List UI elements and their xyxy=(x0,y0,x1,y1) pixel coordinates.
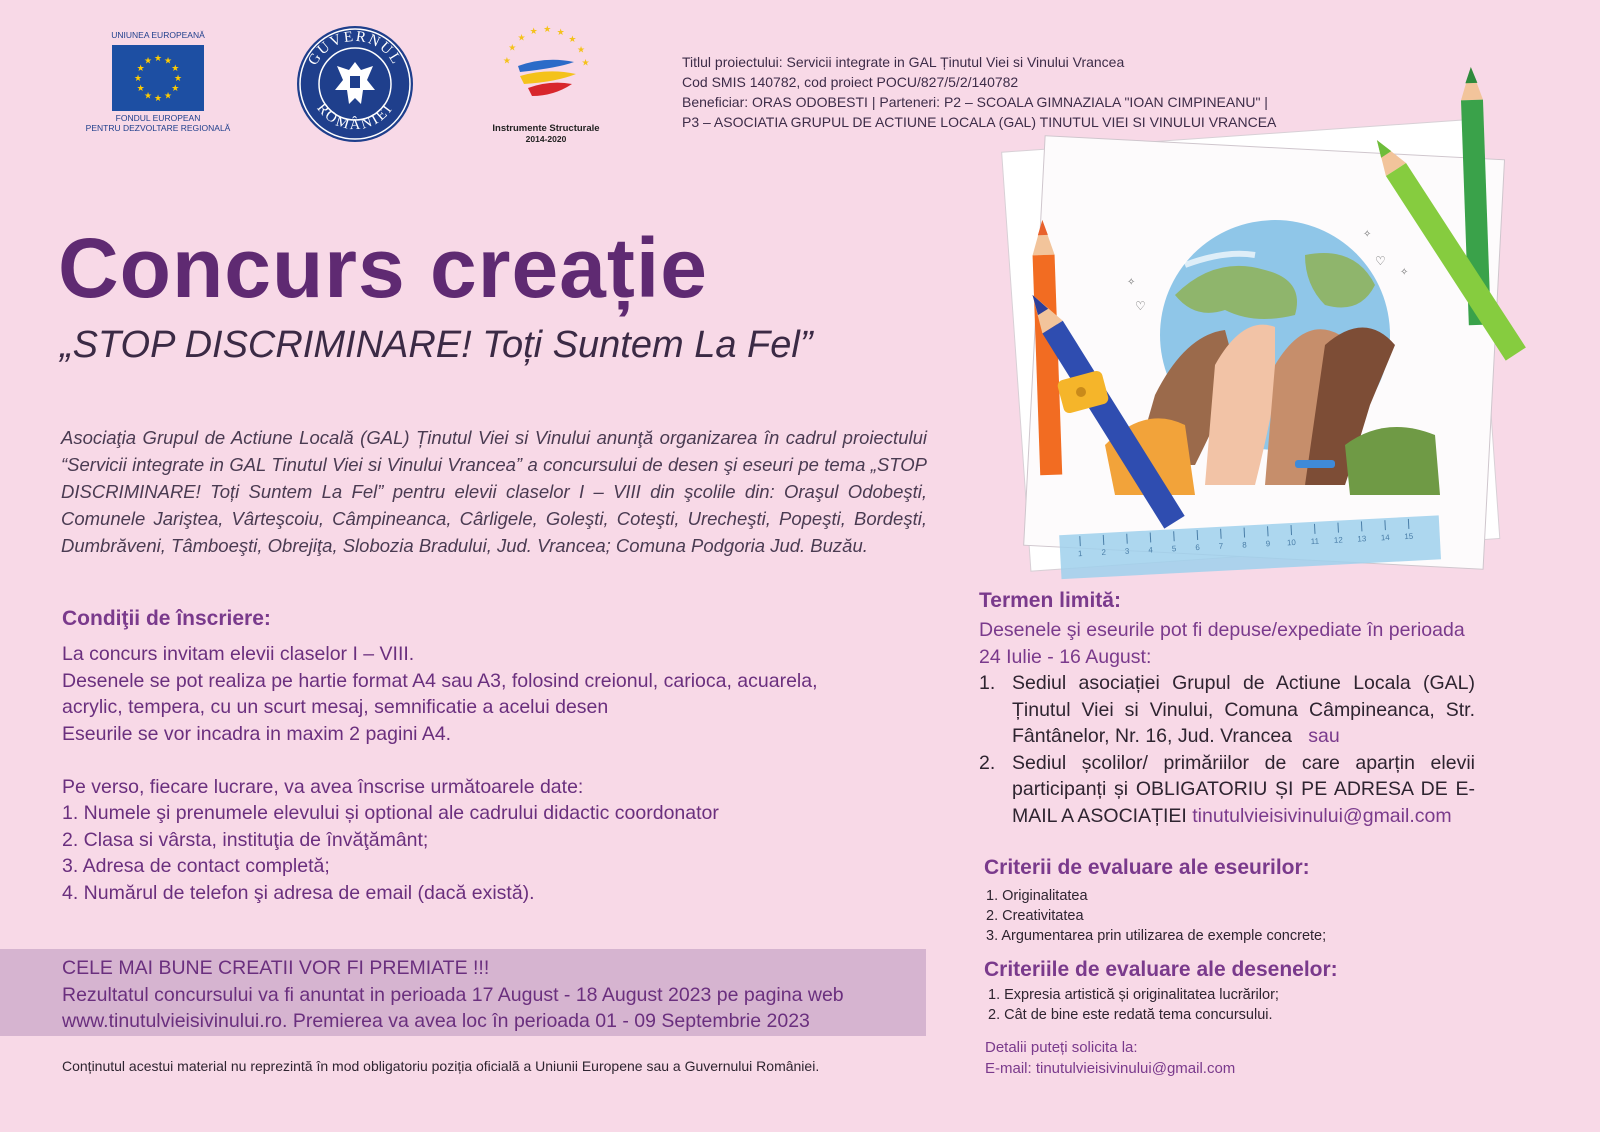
eu-star-icon: ★ xyxy=(143,90,153,101)
gov-seal-bottom-text: ROMÂNIEI xyxy=(313,100,397,134)
government-seal-icon xyxy=(295,24,415,144)
eu-fund-label-2: PENTRU DEZVOLTARE REGIONALĂ xyxy=(85,122,231,133)
contact-details-label: Detalii puteți solicita la: xyxy=(985,1039,1138,1056)
project-info-line: Beneficiar: ORAS ODOBESTI | Parteneri: P2 – SCOALA GIMNAZIALA "IOAN CIMPINEANU" | xyxy=(682,94,1268,110)
eu-star-icon: ★ xyxy=(171,82,180,93)
ruler-tick-label: 6 xyxy=(1195,542,1201,553)
conditions-line: Eseurile se vor incadra in maxim 2 pagini A4. xyxy=(62,722,452,745)
eu-star-icon: ★ xyxy=(136,82,145,93)
essay-criteria-item: 1. Originalitatea xyxy=(986,888,1088,904)
eu-star-icon: ★ xyxy=(143,55,153,66)
is-star-icon: ★ xyxy=(508,42,517,53)
conditions-line: Desenele se pot realiza pe hartie format A4 sau A3, folosind creionul, carioca, acuarela, xyxy=(62,669,818,692)
drawing-criteria-item: 1. Expresia artistică și originalitatea lucrărilor; xyxy=(988,987,1279,1003)
intro-paragraph: Asociaţia Grupul de Actiune Locală (GAL) Ținutul Viei si Vinului anunţă organizarea în cadrul proiectului “Servicii integrate in GAL Tinutul Viei si Vinului Vrancea” a concursului de desen şi eseuri pe tema „STOP DISCRIMINARE! Toți Suntem La Fel” pentru elevii claselor I – VIII din şcolile din: Oraşul Odobeşti, Comunele Jariştea, Vârteşcoiu, Câmpineanca, Cârligele, Goleşti, Coteşti, Urecheşti, Popeşti, Bordeşti, Dumbrăveni, Tâmboeşti, Obrejiţa, Slobozia Bradului, Jud. Vrancea; Comuna Podgoria Jud. Buzău. xyxy=(61,427,927,556)
prize-line: Rezultatul concursului va fi anuntat in perioada 17 August - 18 August 2023 pe pagina web xyxy=(62,983,844,1006)
structural-instruments-icon xyxy=(498,22,594,118)
page-title: Concurs creație xyxy=(58,221,708,315)
prize-line: CELE MAI BUNE CREATII VOR FI PREMIATE !!! xyxy=(62,957,490,979)
conditions-heading: Condiţii de înscriere: xyxy=(62,607,271,630)
ruler-tick-label: 13 xyxy=(1357,534,1367,544)
essay-criteria-list xyxy=(986,886,1326,946)
is-star-icon: ★ xyxy=(502,55,512,66)
bracelet-icon xyxy=(1295,460,1335,468)
eu-star-icon: ★ xyxy=(133,72,143,83)
ruler-tick-label: 8 xyxy=(1242,540,1247,550)
svg-text:✧: ✧ xyxy=(1363,229,1372,240)
is-star-icon: ★ xyxy=(577,44,586,55)
conditions-line: 1. Numele şi prenumele elevului și optional ale cadrului didactic coordonator xyxy=(62,802,719,824)
ruler-tick-label: 3 xyxy=(1124,546,1130,556)
instrumente-structurale-logo xyxy=(478,22,614,144)
svg-text:✧: ✧ xyxy=(1400,267,1409,278)
prize-text xyxy=(62,955,844,1035)
svg-text:✧: ✧ xyxy=(1127,277,1136,288)
is-star-icon: ★ xyxy=(581,57,590,68)
conditions-line xyxy=(62,747,818,774)
project-info-line: P3 – ASOCIATIA GRUPUL DE ACTIUNE LOCALA (GAL) TINUTUL VIEI SI VINULUI VRANCEA xyxy=(682,114,1277,130)
drawing-criteria-heading: Criteriile de evaluare ale desenelor: xyxy=(984,958,1338,981)
is-star-icon: ★ xyxy=(556,26,565,37)
conditions-line: 4. Numărul de telefon şi adresa de email (dacă există). xyxy=(62,881,535,904)
ruler-tick-label: 10 xyxy=(1286,537,1297,548)
ruler-tick-label: 14 xyxy=(1380,532,1390,543)
deadline-heading: Termen limită: xyxy=(979,589,1121,612)
eu-star-icon: ★ xyxy=(153,92,163,103)
ruler-tick-label: 11 xyxy=(1310,536,1320,547)
conditions-line: La concurs invitam elevii claselor I – VIII. xyxy=(62,643,415,665)
deadline-text: Desenele şi eseurile pot fi depuse/expediate în perioada 24 Iulie - 16 August: xyxy=(979,619,1465,668)
deadline-item-suffix: sau xyxy=(1308,725,1340,747)
eu-star-icon: ★ xyxy=(163,55,173,66)
eu-star-icon: ★ xyxy=(153,52,163,63)
essay-criteria-item: 3. Argumentarea prin utilizarea de exemple concrete; xyxy=(986,928,1327,944)
eu-fund-label-1: FONDUL EUROPEAN xyxy=(115,112,201,123)
ruler-tick-label: 15 xyxy=(1404,531,1414,542)
ruler-tick-label: 4 xyxy=(1148,545,1154,555)
svg-text:♡: ♡ xyxy=(1135,299,1146,313)
conditions-list xyxy=(62,641,818,906)
eu-star-icon: ★ xyxy=(136,62,145,73)
gov-seal-top-text: GUVERNUL xyxy=(305,28,405,69)
conditions-line: 3. Adresa de contact completă; xyxy=(62,855,330,877)
project-info-line: Cod SMIS 140782, cod proiect POCU/827/5/2/140782 xyxy=(682,74,1019,90)
eu-star-icon: ★ xyxy=(173,72,183,83)
svg-text:♡: ♡ xyxy=(1375,254,1386,268)
is-star-icon: ★ xyxy=(517,32,526,43)
essay-criteria-heading: Criterii de evaluare ale eseurilor: xyxy=(984,856,1310,879)
deadline-item-number: 2. xyxy=(979,751,996,774)
deadline-list xyxy=(979,670,1475,829)
ruler-tick-label: 7 xyxy=(1218,541,1224,551)
ruler-tick-label: 1 xyxy=(1077,549,1083,559)
essay-criteria-item: 2. Creativitatea xyxy=(986,908,1084,924)
project-info-line: Titlul proiectului: Servicii integrate in GAL Ținutul Viei si Vinului Vrancea xyxy=(682,54,1125,70)
eu-logo xyxy=(78,31,238,133)
association-email-link[interactable]: tinutulvieisivinului@gmail.com xyxy=(1192,804,1452,827)
is-star-icon: ★ xyxy=(529,25,538,36)
is-star-icon: ★ xyxy=(543,24,552,35)
conditions-line: acrylic, tempera, cu un scurt mesaj, semnificatie a acelui desen xyxy=(62,696,609,718)
deadline-item-text: Sediul școlilor/ primăriilor de care aparțin elevii participanți și OBLIGATORIU ȘI PE ADRESA DE E-MAIL A ASOCIAȚIEI xyxy=(1012,751,1475,827)
ruler-tick-label: 2 xyxy=(1101,547,1107,558)
eu-label: UNIUNEA EUROPEANĂ xyxy=(111,30,205,40)
deadline-item xyxy=(979,750,1475,830)
conditions-line: 2. Clasa si vârsta, instituţia de învăţământ; xyxy=(62,828,429,851)
drawing-criteria-item: 2. Cât de bine este redată tema concursului. xyxy=(988,1007,1273,1023)
is-years: 2014-2020 xyxy=(525,134,567,145)
deadline-item-number: 1. xyxy=(979,672,996,694)
ruler-tick-label: 5 xyxy=(1171,544,1177,554)
disclaimer: Conținutul acestui material nu reprezintă în mod obligatoriu poziția oficială a Uniunii Europene sau a Guvernului României. xyxy=(62,1058,820,1074)
ruler-tick-label: 9 xyxy=(1265,539,1271,549)
is-star-icon: ★ xyxy=(568,33,577,44)
page-subtitle: „STOP DISCRIMINARE! Toți Suntem La Fel” xyxy=(60,324,813,366)
eu-star-icon: ★ xyxy=(171,62,180,73)
ruler-tick-label: 12 xyxy=(1333,535,1344,545)
eu-star-icon: ★ xyxy=(163,90,173,101)
prize-line: www.tinutulvieisivinului.ro. Premierea va avea loc în perioada 01 - 09 Septembrie 2023 xyxy=(62,1010,810,1032)
eu-flag-icon xyxy=(112,45,204,111)
drawing-criteria-list xyxy=(988,985,1279,1025)
contact-details xyxy=(985,1037,1235,1079)
deadline-item xyxy=(979,670,1475,750)
globe-hands-illustration xyxy=(975,65,1535,600)
contact-email-link[interactable]: E-mail: tinutulvieisivinului@gmail.com xyxy=(985,1060,1236,1077)
is-label: Instrumente Structurale xyxy=(492,123,600,134)
conditions-line: Pe verso, fiecare lucrare, va avea înscrise următoarele date: xyxy=(62,775,584,798)
deadline-item-text: Sediul asociației Grupul de Actiune Locala (GAL) Ținutul Viei si Vinului, Comuna Câmpineanca, Str. Fântânelor, Nr. 16, Jud. Vrancea xyxy=(1012,672,1475,747)
